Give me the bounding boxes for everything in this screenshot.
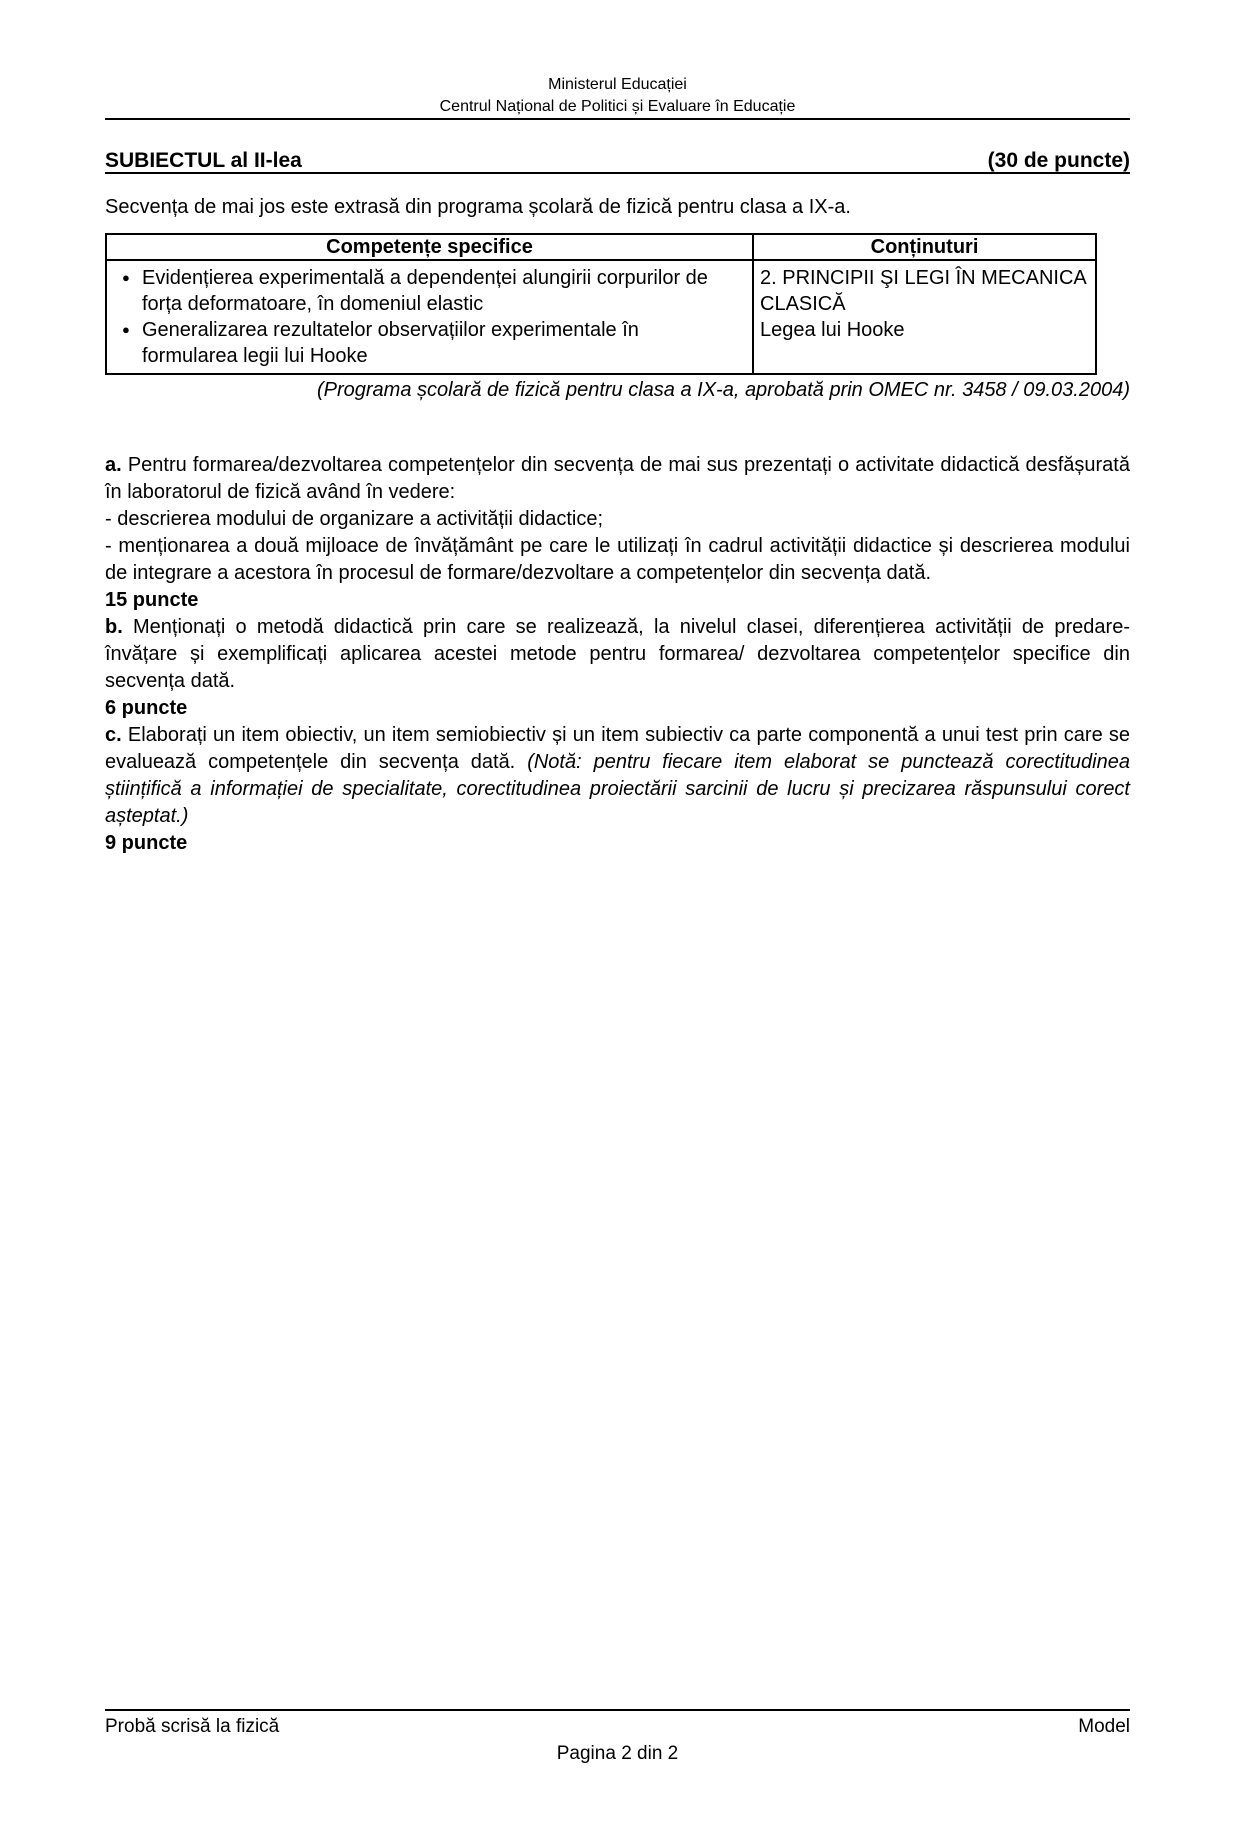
footer-page-number: Pagina 2 din 2 (556, 1743, 679, 1764)
bullet-icon: ● (122, 322, 130, 337)
continut-chapter: 2. PRINCIPII ŞI LEGI ÎN MECANICA CLASICĂ (760, 267, 1086, 315)
task-c-label: c. (105, 724, 122, 746)
continuturi-cell (753, 260, 1096, 374)
list-item (107, 265, 748, 317)
task-a-item-1: - descrierea modului de organizare a activității didactice; (105, 508, 604, 530)
task-a-text: Pentru formarea/dezvoltarea competențelor din secvența de mai sus prezentați o activitate didactică desfășurată în laboratorul de fizică având în vedere: (105, 454, 1130, 503)
column-header-competente: Competențe specifice (106, 234, 753, 260)
document-footer (105, 1709, 1130, 1764)
program-citation: (Programa școlară de fizică pentru clasa a IX-a, aprobată prin OMEC nr. 3458 / 09.03.2004) (316, 379, 1130, 401)
header-ministry-line: Ministerul Educației (548, 76, 687, 93)
task-b-label: b. (105, 616, 123, 638)
task-a-points: 15 puncte (105, 589, 199, 611)
header-center-line: Centrul Național de Politici și Evaluare în Educație (439, 98, 796, 115)
task-b-paragraph (105, 614, 1130, 695)
document-page (0, 74, 1241, 1829)
subject-title: SUBIECTUL al II-lea (105, 149, 302, 172)
table-body-row (106, 260, 1096, 374)
competenta-2: Generalizarea rezultatelor observațiilor experimentale în formularea legii lui Hooke (142, 319, 639, 367)
intro-paragraph: Secvența de mai jos este extrasă din programa școlară de fizică pentru clasa a IX-a. (105, 196, 851, 218)
curriculum-table (105, 233, 1097, 375)
task-c-text: Elaborați un item obiectiv, un item semiobiectiv și un item subiectiv ca parte componentă a unui test prin care se evaluează competențele din secvența dată. (105, 724, 1131, 773)
bullet-icon: ● (122, 270, 130, 285)
footer-variant: Model (1078, 1716, 1130, 1737)
subject-points: (30 de puncte) (987, 149, 1130, 172)
task-a-item-2: - menționarea a două mijloace de învățământ pe care le utilizați în cadrul activității didactice și descrierea modului de integrare a acestora în procesul de formare/dezvoltare a competențelor din secvența dată. (105, 535, 1130, 584)
document-header (105, 74, 1130, 120)
task-c-points: 9 puncte (105, 832, 188, 854)
task-b-points: 6 puncte (105, 697, 188, 719)
task-c-note: (Notă: pentru fiecare item elaborat se punctează corectitudinea științifică a informației de specialitate, corectitudinea proiectării sarcinii de lucru și precizarea răspunsului corect așteptat.) (105, 751, 1130, 827)
competenta-1: Evidențierea experimentală a dependenței alungirii corpurilor de forța deformatoare, în domeniul elastic (142, 267, 708, 315)
table-header-row (106, 234, 1096, 260)
competente-cell (106, 260, 753, 374)
task-a-label: a. (105, 454, 122, 476)
column-header-continuturi: Conținuturi (753, 234, 1096, 260)
continut-topic: Legea lui Hooke (760, 319, 905, 341)
task-b-text: Menționați o metodă didactică prin care se realizează, la nivelul clasei, diferențierea activității de predare-învățare și exemplificați aplicarea acestei metode pentru formarea/ dezvoltarea competențelor specifice din secvența dată. (105, 616, 1130, 692)
tasks-section (105, 452, 1130, 857)
subject-title-row (105, 150, 1130, 174)
list-item (107, 317, 748, 369)
task-c-paragraph (105, 722, 1130, 830)
footer-exam-name: Probă scrisă la fizică (105, 1716, 280, 1737)
footer-row (105, 1716, 1130, 1737)
task-a-paragraph (105, 452, 1130, 506)
